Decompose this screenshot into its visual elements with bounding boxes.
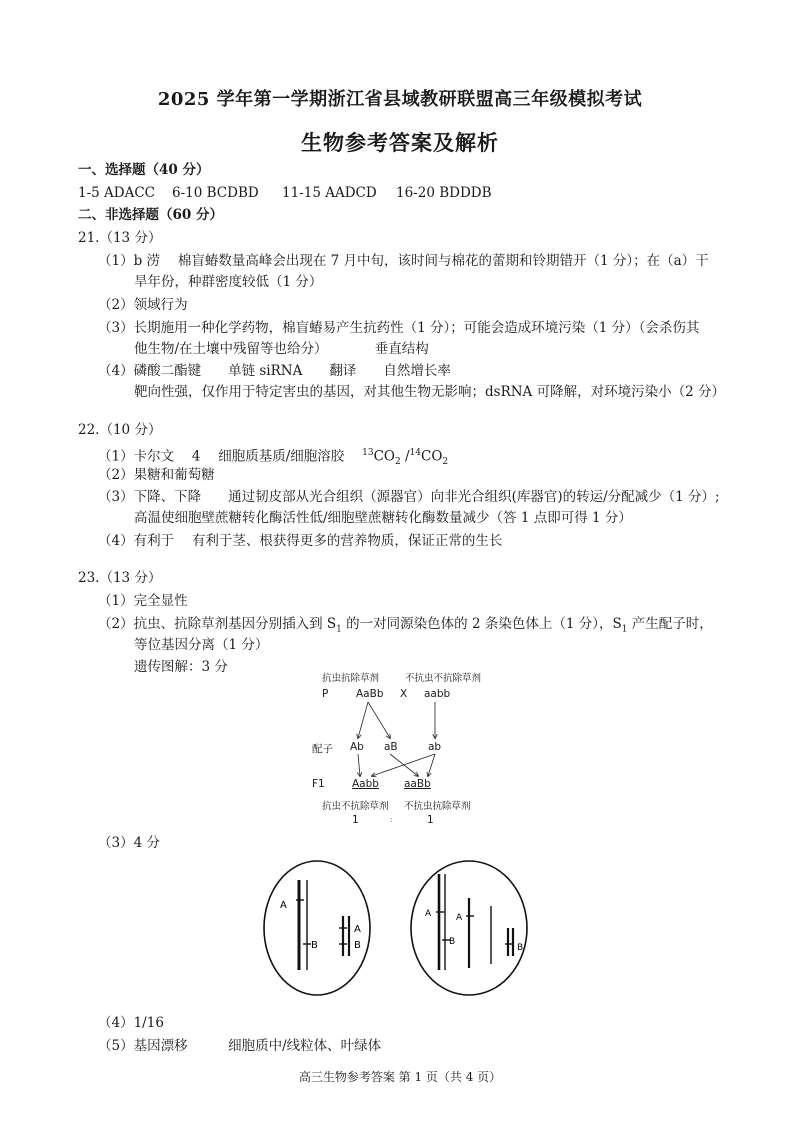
parent1-genotype: AaBb xyxy=(356,688,384,700)
genetic-cross-diagram xyxy=(300,668,530,828)
offspring-2-phenotype: 不抗虫抗除草剂 xyxy=(404,801,471,812)
q23-answer-3: （3）4 分 xyxy=(98,835,160,851)
page-footer: 高三生物参考答案 第 1 页（共 4 页） xyxy=(298,1070,502,1084)
q21-number: 21.（13 分） xyxy=(78,230,162,246)
choice-answers-1: 1-5 ADACC xyxy=(78,185,156,201)
chromosome-cell-diagram xyxy=(255,858,545,1008)
gamete-ab-upper: Ab xyxy=(350,741,364,753)
q23-answer-2-line2: 等位基因分离（1 分） xyxy=(134,637,269,653)
document-title: 2025 学年第一学期浙江省县域教研联盟高三年级模拟考试 xyxy=(157,89,643,110)
q22-answer-4: （4）有利于 有利于茎、根获得更多的营养物质，保证正常的生长 xyxy=(98,533,503,549)
q21-answer-1-line2: 旱年份，种群密度较低（1 分） xyxy=(134,274,323,290)
q21-answer-1-line1: （1）b 涝 棉盲蝽数量高峰会出现在 7 月中旬，该时间与棉花的蕾期和铃期错开（1 分）；在（a）干 xyxy=(98,253,709,269)
choice-answers-4: 16-20 BDDDB xyxy=(396,185,492,201)
right-label-a1: A xyxy=(425,909,432,919)
p-label: P xyxy=(322,688,329,700)
q22-number: 22.（10 分） xyxy=(78,422,162,438)
q21-answer-4-line1: （4）磷酸二酯键 单链 siRNA 翻译 自然增长率 xyxy=(98,363,451,379)
choice-answers-3: 11-15 AADCD xyxy=(282,185,377,201)
gamete-label: 配子 xyxy=(312,743,333,755)
q22-answer-3-line1: （3）下降、下降 通过韧皮部从光合组织（源器官）向非光合组织(库器官)的转运/分配减少（1 分）; xyxy=(98,489,720,505)
gamete-ab-recessive: ab xyxy=(428,741,442,753)
right-label-a2: A xyxy=(456,913,463,923)
left-label-a1: A xyxy=(280,900,287,911)
q23-number: 23.（13 分） xyxy=(78,570,162,586)
offspring-2: aaBb xyxy=(404,778,431,790)
f1-label: F1 xyxy=(312,778,325,790)
cross-symbol: X xyxy=(400,688,408,700)
right-label-b1: B xyxy=(449,937,456,947)
q21-answer-4-line2: 靶向性强，仅作用于特定害虫的基因，对其他生物无影响；dsRNA 可降解，对环境污染小（2 分） xyxy=(134,384,725,400)
offspring-1-phenotype: 抗虫不抗除草剂 xyxy=(322,801,389,812)
ratio-right: 1 xyxy=(427,814,434,826)
q23-answer-4: （4）1/16 xyxy=(98,1015,164,1031)
gamete-ab-lower: aB xyxy=(384,741,398,753)
left-label-a2: A xyxy=(354,924,361,935)
choice-answers-2: 6-10 BCDBD xyxy=(172,185,259,201)
right-label-b2: B xyxy=(517,943,524,953)
q22-answer-1: （1）卡尔文 4 细胞质基质/细胞溶胶 $^{13}CO_2$ $/^{14}CO_2$ xyxy=(98,448,449,468)
offspring-1: Aabb xyxy=(352,778,379,790)
section-choice-heading: 一、选择题（40 分） xyxy=(78,162,210,178)
q21-answer-3-line2: 他生物/在土壤中残留等也给分） 垂直结构 xyxy=(134,341,429,357)
q23-answer-1: （1）完全显性 xyxy=(98,593,188,609)
section-nonchoice-heading: 二、非选择题（60 分） xyxy=(78,207,223,223)
q21-answer-2: （2）领域行为 xyxy=(98,297,188,313)
left-label-b2: B xyxy=(354,940,361,951)
ratio-colon: : xyxy=(390,816,393,824)
q22-answer-2: （2）果糖和葡萄糖 xyxy=(98,467,215,483)
document-subtitle: 生物参考答案及解析 xyxy=(301,130,499,155)
left-label-b1: B xyxy=(311,940,318,951)
q21-answer-3-line1: （3）长期施用一种化学药物，棉盲蝽易产生抗药性（1 分）；可能会造成环境污染（1 分）（会杀伤其 xyxy=(98,320,700,336)
parent1-phenotype: 抗虫抗除草剂 xyxy=(322,673,380,684)
q23-answer-2-line3: 遗传图解：3 分 xyxy=(134,659,228,675)
parent2-genotype: aabb xyxy=(424,688,451,700)
q23-answer-2-line1: （2）抗虫、抗除草剂基因分别插入到 $S_1$ 的一对同源染色体的 2 条染色体上（1 分），$S_1$ 产生配子时， xyxy=(98,616,713,635)
q23-answer-5: （5）基因漂移 细胞质中/线粒体、叶绿体 xyxy=(98,1038,382,1054)
ratio-left: 1 xyxy=(352,814,359,826)
q22-answer-3-line2: 高温使细胞壁蔗糖转化酶活性低/细胞壁蔗糖转化酶数量减少（答 1 点即可得 1 分） xyxy=(134,510,632,526)
parent2-phenotype: 不抗虫不抗除草剂 xyxy=(405,673,482,684)
